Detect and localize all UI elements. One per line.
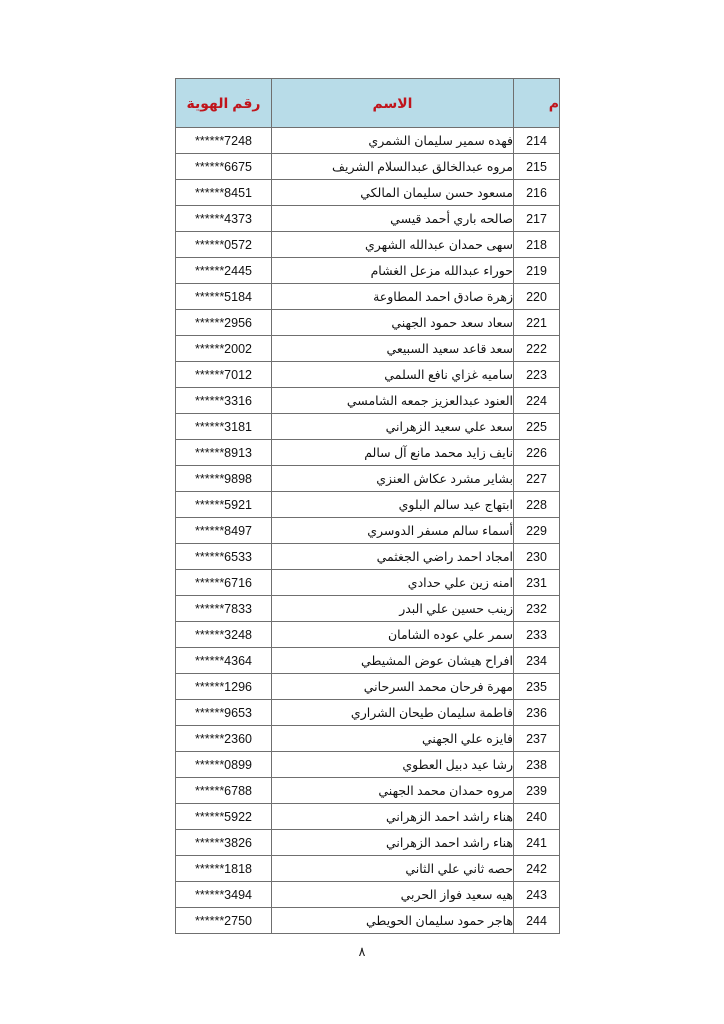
row-id-number: ******0572 [176,232,272,258]
row-id-number: ******0899 [176,752,272,778]
table-row [176,674,560,700]
row-number: 241 [514,830,560,856]
row-name: أسماء سالم مسفر الدوسري [272,518,514,544]
row-id-number: ******2445 [176,258,272,284]
table-row [176,622,560,648]
table-row [176,154,560,180]
table-row [176,336,560,362]
page-number: ٨ [358,944,366,959]
table-row [176,180,560,206]
row-name: سعاد سعد حمود الجهني [272,310,514,336]
row-name: رشا عيد دبيل العطوي [272,752,514,778]
row-id-number: ******2956 [176,310,272,336]
table-row [176,648,560,674]
row-number: 220 [514,284,560,310]
row-id-number: ******8497 [176,518,272,544]
row-name: مهرة فرحان محمد السرحاني [272,674,514,700]
table-row [176,492,560,518]
row-number: 232 [514,596,560,622]
row-name: سعد علي سعيد الزهراني [272,414,514,440]
row-number: 227 [514,466,560,492]
row-name: فايزه علي الجهني [272,726,514,752]
row-id-number: ******8913 [176,440,272,466]
row-number: 223 [514,362,560,388]
row-number: 215 [514,154,560,180]
table-row [176,128,560,154]
row-name: هاجر حمود سليمان الحويطي [272,908,514,934]
row-number: 222 [514,336,560,362]
row-name: هيه سعيد فواز الحربي [272,882,514,908]
row-number: 239 [514,778,560,804]
table-row [176,856,560,882]
row-name: سمر علي عوده الشامان [272,622,514,648]
row-id-number: ******1818 [176,856,272,882]
row-name: زينب حسين علي البدر [272,596,514,622]
row-id-number: ******2002 [176,336,272,362]
table-row [176,284,560,310]
table-row [176,830,560,856]
table-row [176,206,560,232]
table-row [176,388,560,414]
row-id-number: ******7012 [176,362,272,388]
row-name: مسعود حسن سليمان المالكي [272,180,514,206]
row-number: 237 [514,726,560,752]
row-name: زهرة صادق احمد المطاوعة [272,284,514,310]
table-row [176,908,560,934]
row-name: مروه حمدان محمد الجهني [272,778,514,804]
row-id-number: ******6788 [176,778,272,804]
row-id-number: ******6533 [176,544,272,570]
table-row [176,570,560,596]
row-number: 230 [514,544,560,570]
row-number: 214 [514,128,560,154]
table-row [176,804,560,830]
table-row [176,440,560,466]
row-id-number: ******5922 [176,804,272,830]
row-name: هناء راشد احمد الزهراني [272,804,514,830]
row-name: سهى حمدان عبدالله الشهري [272,232,514,258]
table-row [176,258,560,284]
row-id-number: ******6675 [176,154,272,180]
row-id-number: ******2360 [176,726,272,752]
row-number: 238 [514,752,560,778]
row-number: 231 [514,570,560,596]
records-table [175,78,560,934]
row-number: 243 [514,882,560,908]
row-number: 216 [514,180,560,206]
row-id-number: ******7248 [176,128,272,154]
table-header-row [176,79,560,128]
row-id-number: ******8451 [176,180,272,206]
row-name: حوراء عبدالله مزعل الغشام [272,258,514,284]
row-id-number: ******1296 [176,674,272,700]
row-name: العنود عبدالعزيز جمعه الشامسي [272,388,514,414]
row-id-number: ******3494 [176,882,272,908]
row-id-number: ******9898 [176,466,272,492]
row-id-number: ******4364 [176,648,272,674]
table-row [176,752,560,778]
row-id-number: ******3248 [176,622,272,648]
row-number: 224 [514,388,560,414]
row-number: 236 [514,700,560,726]
row-name: فاطمة سليمان طيحان الشراري [272,700,514,726]
row-id-number: ******9653 [176,700,272,726]
row-name: فهده سمير سليمان الشمري [272,128,514,154]
table-row [176,700,560,726]
table-row [176,310,560,336]
row-number: 221 [514,310,560,336]
row-name: مروه عبدالخالق عبدالسلام الشريف [272,154,514,180]
table-row [176,232,560,258]
row-number: 234 [514,648,560,674]
row-number: 228 [514,492,560,518]
row-name: ساميه غزاي نافع السلمي [272,362,514,388]
row-id-number: ******2750 [176,908,272,934]
row-id-number: ******5184 [176,284,272,310]
row-number: 226 [514,440,560,466]
row-number: 235 [514,674,560,700]
row-name: نايف زايد محمد مانع آل سالم [272,440,514,466]
table-row [176,518,560,544]
row-name: صالحه باري أحمد قيسي [272,206,514,232]
row-id-number: ******5921 [176,492,272,518]
table-row [176,778,560,804]
row-number: 218 [514,232,560,258]
table-row [176,466,560,492]
row-name: ابتهاج عيد سالم البلوي [272,492,514,518]
row-name: سعد قاعد سعيد السبيعي [272,336,514,362]
row-id-number: ******4373 [176,206,272,232]
row-number: 242 [514,856,560,882]
table-row [176,362,560,388]
row-number: 240 [514,804,560,830]
row-name: بشاير مشرد عكاش العنزي [272,466,514,492]
column-header-id: رقم الهوية [176,79,272,128]
table-row [176,414,560,440]
row-number: 225 [514,414,560,440]
row-id-number: ******3826 [176,830,272,856]
row-number: 244 [514,908,560,934]
row-id-number: ******6716 [176,570,272,596]
row-number: 233 [514,622,560,648]
table-row [176,726,560,752]
table-row [176,544,560,570]
row-id-number: ******3316 [176,388,272,414]
row-name: امجاد احمد راضي الجغثمي [272,544,514,570]
row-id-number: ******7833 [176,596,272,622]
table-row [176,596,560,622]
row-name: افراح هيشان عوض المشيطي [272,648,514,674]
row-number: 229 [514,518,560,544]
column-header-name: الاسم [272,79,514,128]
row-number: 217 [514,206,560,232]
table-row [176,882,560,908]
row-number: 219 [514,258,560,284]
column-header-number: م [514,79,560,128]
row-name: امنه زين علي حدادي [272,570,514,596]
row-id-number: ******3181 [176,414,272,440]
row-name: حصه ثاني علي الثاني [272,856,514,882]
row-name: هناء راشد احمد الزهراني [272,830,514,856]
